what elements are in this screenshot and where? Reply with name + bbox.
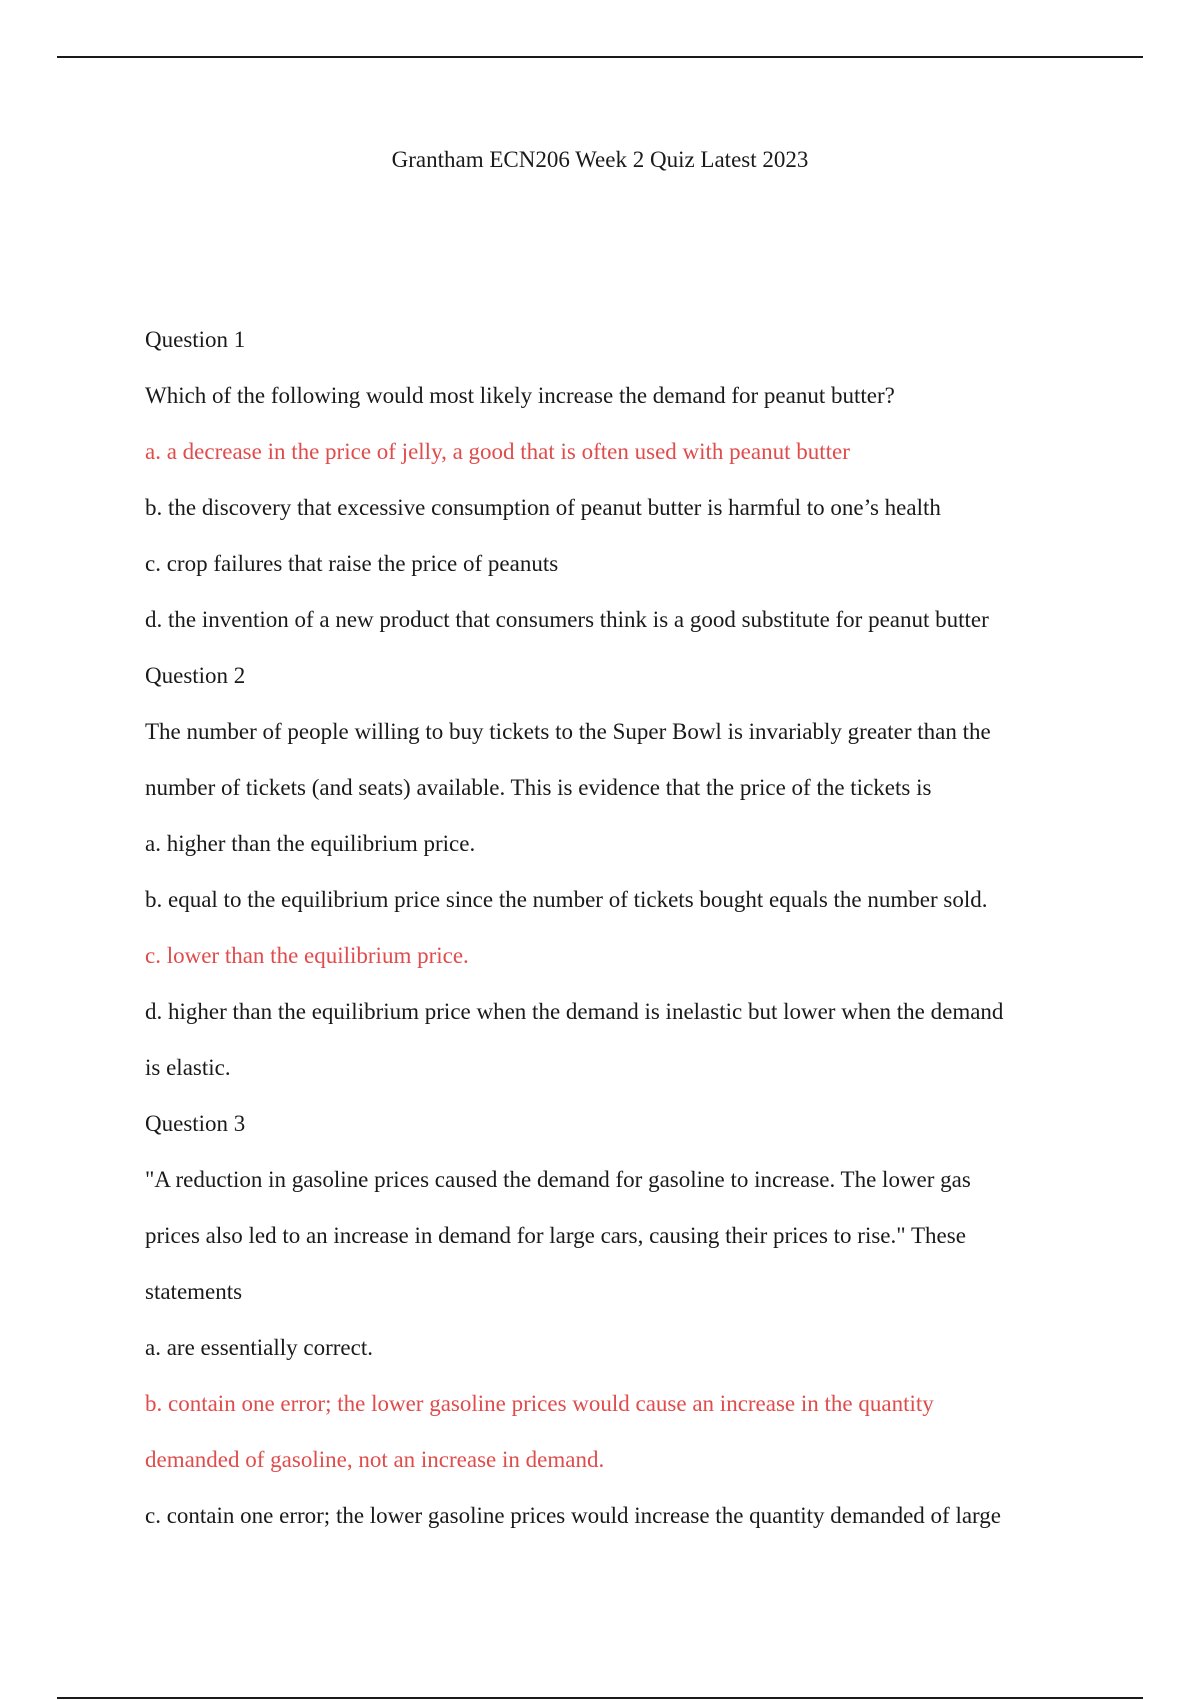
- question-stem: The number of people willing to buy tickets to the Super Bowl is invariably greater than the: [145, 719, 991, 744]
- bottom-rule: [57, 1697, 1143, 1699]
- correct-answer-option: a. a decrease in the price of jelly, a good that is often used with peanut butter: [145, 439, 850, 464]
- question-label: Question 3: [145, 1111, 246, 1136]
- question-stem: prices also led to an increase in demand for large cars, causing their prices to rise." These: [145, 1223, 966, 1248]
- correct-answer-option: demanded of gasoline, not an increase in demand.: [145, 1447, 605, 1472]
- question-stem: "A reduction in gasoline prices caused the demand for gasoline to increase. The lower gas: [145, 1167, 971, 1192]
- correct-answer-option: c. lower than the equilibrium price.: [145, 943, 469, 968]
- question-stem: statements: [145, 1279, 243, 1304]
- correct-answer-option: b. contain one error; the lower gasoline prices would cause an increase in the quantity: [145, 1391, 934, 1416]
- answer-option: c. contain one error; the lower gasoline prices would increase the quantity demanded of large: [145, 1503, 1002, 1528]
- answer-option: is elastic.: [145, 1055, 231, 1080]
- answer-option: b. the discovery that excessive consumption of peanut butter is harmful to one’s health: [145, 495, 941, 520]
- answer-option: d. higher than the equilibrium price when the demand is inelastic but lower when the demand: [145, 999, 1004, 1024]
- answer-option: b. equal to the equilibrium price since the number of tickets bought equals the number sold.: [145, 887, 988, 912]
- answer-option: a. are essentially correct.: [145, 1335, 373, 1360]
- answer-option: d. the invention of a new product that consumers think is a good substitute for peanut butter: [145, 607, 989, 632]
- answer-option: a. higher than the equilibrium price.: [145, 831, 476, 856]
- question-stem: Which of the following would most likely increase the demand for peanut butter?: [145, 383, 895, 408]
- question-label: Question 1: [145, 327, 246, 352]
- top-rule: [57, 56, 1143, 58]
- question-stem: number of tickets (and seats) available. This is evidence that the price of the tickets is: [145, 775, 932, 800]
- answer-option: c. crop failures that raise the price of peanuts: [145, 551, 559, 576]
- document-title: Grantham ECN206 Week 2 Quiz Latest 2023: [391, 147, 809, 172]
- question-label: Question 2: [145, 663, 246, 688]
- quiz-content: [145, 312, 1075, 1544]
